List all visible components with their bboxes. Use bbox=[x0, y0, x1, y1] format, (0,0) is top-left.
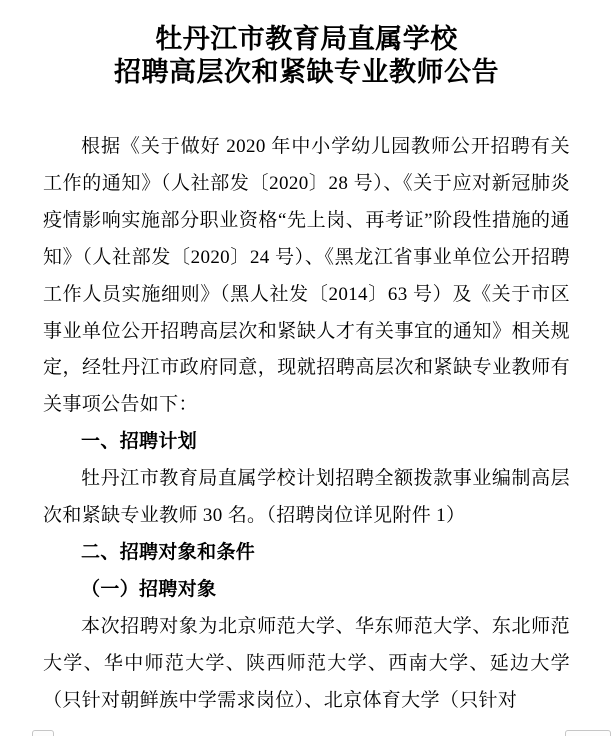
page-title bbox=[0, 0, 613, 89]
bottom-left-cutoff-button[interactable] bbox=[32, 730, 54, 736]
subsection-heading-recruitment-targets: （一）招聘对象 bbox=[81, 578, 217, 600]
title-line-1: 牡丹江市教育局直属学校 bbox=[155, 24, 458, 54]
section-heading-targets-and-conditions: 二、招聘对象和条件 bbox=[81, 541, 256, 563]
paragraph-recruitment-plan: 牡丹江市教育局直属学校计划招聘全额拨款事业编制高层次和紧缺专业教师 30 名。（招聘岗位详见附件 1） bbox=[43, 468, 570, 527]
paragraph-intro: 根据《关于做好 2020 年中小学幼儿园教师公开招聘有关工作的通知》（人社部发〔2020〕28 号）、《关于应对新冠肺炎疫情影响实施部分职业资格“先上岗、再考证”阶段性措施的通知》（人社部发〔2020〕24 号）、《黑龙江省事业单位公开招聘工作人员实施细则》（黑人社发〔2014〕63 号）及《关于市区事业单位公开招聘高层次和紧缺人才有关事宜的通知》相关规定，经牡丹江市政府同意，现就招聘高层次和紧缺专业教师有关事项公告如下： bbox=[43, 136, 570, 416]
paragraph-recruitment-targets: 本次招聘对象为北京师范大学、华东师范大学、东北师范大学、华中师范大学、陕西师范大学、西南大学、延边大学（只针对朝鲜族中学需求岗位）、北京体育大学（只针对 bbox=[43, 615, 570, 711]
title-line-2: 招聘高层次和紧缺专业教师公告 bbox=[114, 57, 499, 87]
bottom-right-cutoff-button[interactable] bbox=[565, 730, 611, 736]
section-heading-recruitment-plan: 一、招聘计划 bbox=[81, 431, 198, 453]
document-body bbox=[0, 129, 613, 720]
